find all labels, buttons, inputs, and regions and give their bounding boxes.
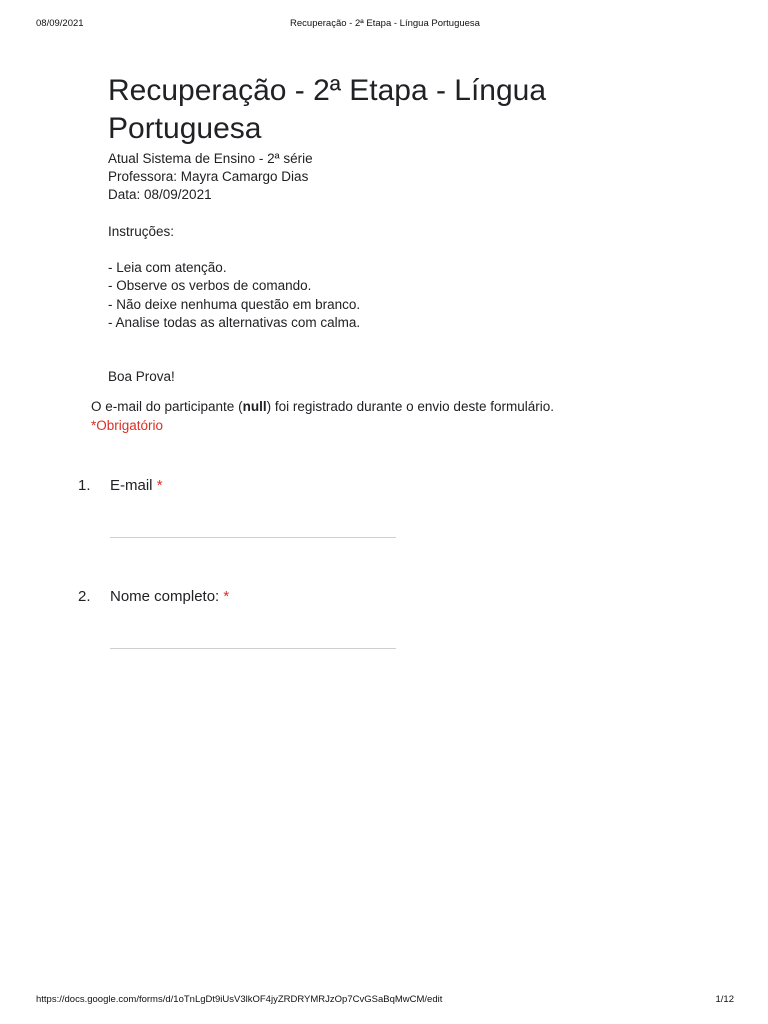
description-line: Professora: Mayra Camargo Dias — [108, 169, 309, 185]
form-title: Recuperação - 2ª Etapa - Língua Portuguesa — [108, 74, 547, 145]
description-line: Instruções: — [108, 223, 175, 239]
question-number: 1. — [78, 477, 91, 494]
form-description — [108, 150, 668, 387]
email-note-before: O e-mail do participante ( — [91, 399, 243, 414]
full-name-input[interactable] — [110, 648, 396, 649]
description-line: Boa Prova! — [108, 369, 175, 385]
description-line: - Leia com atenção. — [108, 260, 227, 276]
description-line: - Analise todas as alternativas com calma. — [108, 314, 361, 330]
question-label-text: E-mail — [110, 477, 153, 494]
required-mark: * — [223, 588, 230, 605]
question-label — [110, 587, 229, 607]
question-number: 2. — [78, 588, 91, 605]
description-line: - Observe os verbos de comando. — [108, 278, 312, 294]
question-label-text: Nome completo: — [110, 588, 220, 605]
email-recorded-note — [91, 398, 554, 416]
email-note-null: null — [242, 399, 267, 414]
question-label — [110, 476, 163, 496]
print-header — [36, 18, 734, 30]
email-input[interactable] — [110, 537, 396, 538]
description-line — [108, 350, 668, 368]
description-line: Atual Sistema de Ensino - 2ª série — [108, 151, 313, 166]
print-footer — [36, 994, 734, 1006]
page-number: 1/12 — [715, 994, 734, 1005]
required-mark: * — [156, 477, 163, 494]
required-note: *Obrigatório — [91, 418, 164, 433]
email-note-after: ) foi registrado durante o envio deste formulário. — [266, 399, 554, 414]
description-line — [108, 205, 668, 223]
print-url: https://docs.google.com/forms/d/1oTnLgDt9iUsV3lkOF4jyZRDRYMRJzOp7CvGSaBqMwCM/edit — [36, 994, 443, 1005]
description-line — [108, 332, 668, 350]
print-date: 08/09/2021 — [36, 18, 84, 29]
description-line: Data: 08/09/2021 — [108, 187, 212, 203]
description-line — [108, 241, 668, 259]
description-line: - Não deixe nenhuma questão em branco. — [108, 296, 361, 312]
print-title: Recuperação - 2ª Etapa - Língua Portuguesa — [290, 18, 480, 29]
